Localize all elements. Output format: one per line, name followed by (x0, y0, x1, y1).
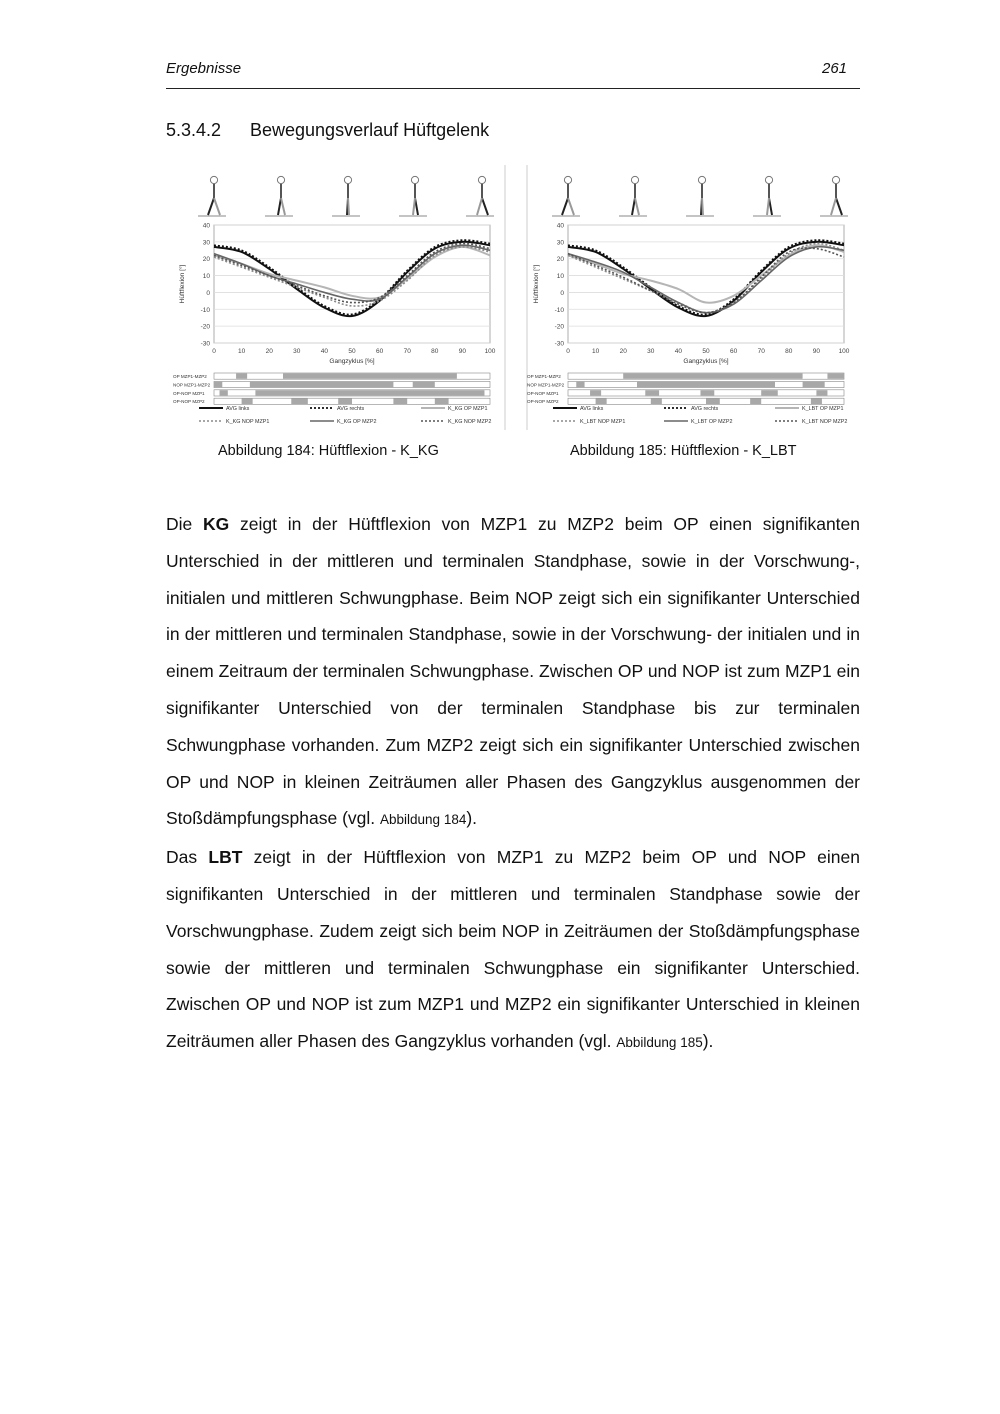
gait-figure-icon (820, 176, 848, 216)
text-span: zeigt in der Hüftflexion von MZP1 zu MZP2 beim OP einen signifikanten Unterschied in der mittleren und terminalen Standphase, sowie in der Vorschwung-, initialen und mittleren Schwungphase. Beim NOP zeigt sich ein signifikanter Unterschied in der mittleren und terminalen Standphase, sowie in der Vorschwung- der initialen und in einem Zeitraum der terminalen Schwungphase. Zwischen OP und NOP ist zum MZP1 ein signifikanter Unterschied von der terminalen Standphase bis zur terminalen Schwungphase vorhanden. Zum MZP2 zeigt sich ein signifikanter Unterschied zwischen OP und NOP in kleinen Zeiträumen aller Phasen des Gangzyklus ausgenommen der Stoßdämpfungsphase (vgl. (166, 514, 861, 829)
y-axis-label: Hüftflexion [°] (179, 264, 186, 304)
x-tick-label: 90 (812, 348, 821, 355)
figure-hip-flexion-lbt (526, 165, 861, 435)
gait-figure-leg (831, 198, 836, 215)
significance-band (435, 399, 449, 404)
header-rule (166, 88, 860, 89)
gait-figure-icon (466, 176, 494, 216)
x-axis-label: Gangzyklus [%] (329, 358, 375, 365)
significance-band (242, 399, 253, 404)
y-tick-label: -10 (200, 306, 210, 314)
series-line (568, 245, 844, 303)
series-line (214, 242, 490, 316)
y-tick-label: -20 (554, 323, 564, 331)
gait-figure-leg (702, 198, 703, 215)
gait-figure-icon (753, 176, 781, 216)
x-tick-label: 20 (265, 348, 273, 355)
x-tick-label: 0 (566, 348, 570, 355)
gait-figure-leg (278, 198, 281, 215)
x-tick-label: 100 (838, 348, 850, 355)
x-tick-label: 30 (647, 348, 655, 355)
legend-label: AVG links (226, 406, 250, 412)
x-tick-label: 60 (729, 348, 738, 355)
significance-band (827, 373, 844, 378)
bold-term-lbt: LBT (208, 847, 243, 868)
significance-band (393, 399, 407, 404)
gait-figure-leg (632, 198, 635, 215)
text-span: ). (466, 808, 478, 829)
text-span: Die (166, 514, 204, 534)
significance-band (214, 382, 222, 387)
significance-band (220, 390, 228, 395)
legend-label: K_LBT OP MZP1 (802, 406, 844, 412)
gait-figure-leg (281, 198, 285, 215)
x-tick-label: 50 (348, 348, 356, 355)
gait-figure-leg (214, 198, 220, 215)
x-tick-label: 40 (320, 348, 329, 355)
gait-figure-leg (482, 198, 488, 215)
gait-figure-head (478, 176, 485, 183)
significance-row-label: OP-NOP MZP2 (527, 399, 559, 405)
legend-label: K_LBT NOP MZP2 (802, 419, 848, 425)
significance-row-label: OP-NOP MZP2 (173, 399, 205, 405)
gait-figure-leg (208, 198, 214, 215)
significance-band (596, 399, 607, 404)
gait-figure-leg (413, 198, 415, 215)
y-tick-label: 20 (556, 256, 564, 264)
significance-band (637, 382, 775, 387)
gait-figure-head (631, 176, 638, 183)
x-tick-label: 80 (431, 348, 439, 355)
legend-label: AVG rechts (337, 406, 365, 412)
gait-figure-leg (836, 198, 842, 215)
legend-label: K_KG OP MZP2 (337, 419, 377, 425)
significance-band (803, 382, 825, 387)
y-tick-label: -30 (200, 340, 210, 348)
text-span: ). (702, 1031, 714, 1052)
gait-figure-icon (265, 176, 293, 216)
gait-figure-icon (619, 176, 647, 216)
series-line (214, 240, 490, 314)
figure-hip-flexion-kg (172, 165, 507, 435)
significance-band (750, 399, 761, 404)
legend-label: K_KG NOP MZP1 (226, 419, 270, 425)
significance-row-label: OP-NOP MZP1 (527, 390, 559, 396)
significance-band (816, 390, 827, 395)
legend-label: AVG links (580, 406, 604, 412)
y-tick-label: 10 (556, 273, 564, 281)
legend-label: K_KG OP MZP1 (448, 406, 488, 412)
significance-band (811, 399, 822, 404)
significance-band (291, 399, 308, 404)
text-span: zeigt in der Hüftflexion von MZP1 zu MZP2 beim OP und NOP einen signifikanten Unterschied in der mittleren und terminalen Standphase sowie der Vorschwungphase. Zudem zeigt sich beim NOP in Zeiträumen der Stoßdämpfungsphase sowie der mittleren und terminalen Schwungphase ein signifikanter Unterschied. Zwischen OP und NOP ist zum MZP1 und MZP2 ein signifikanter Unterschied in kleinen Zeiträumen aller Phasen des Gangzyklus vorhanden (vgl. (166, 847, 860, 1052)
series-line (568, 242, 844, 316)
gait-figure-head (277, 176, 284, 183)
paragraph-lbt (166, 839, 860, 1062)
legend-label: K_LBT NOP MZP1 (580, 419, 626, 425)
significance-band (236, 373, 247, 378)
significance-band (645, 390, 659, 395)
x-tick-label: 10 (237, 348, 246, 355)
gait-figure-icon (198, 176, 226, 216)
gait-figure-icon (332, 176, 360, 216)
figure-reference-185[interactable]: Abbildung 185 (616, 1035, 703, 1051)
x-tick-label: 40 (674, 348, 683, 355)
gait-figure-leg (767, 198, 769, 215)
x-axis-label: Gangzyklus [%] (683, 358, 729, 365)
bold-term-kg: KG (203, 514, 230, 534)
paragraph-kg (166, 506, 860, 839)
significance-row-label: OP MZP1-MZP2 (527, 374, 561, 379)
gait-figure-leg (568, 198, 574, 215)
gait-figure-head (344, 176, 351, 183)
x-tick-label: 10 (591, 348, 600, 355)
x-tick-label: 90 (458, 348, 467, 355)
x-tick-label: 70 (757, 348, 765, 355)
legend-label: K_LBT OP MZP2 (691, 419, 733, 425)
gait-figure-icon (552, 176, 580, 216)
y-tick-label: 40 (202, 222, 210, 230)
x-tick-label: 30 (293, 348, 301, 355)
x-tick-label: 70 (403, 348, 411, 355)
gait-figure-leg (562, 198, 568, 215)
significance-band (283, 373, 457, 378)
y-tick-label: 30 (202, 239, 210, 247)
x-tick-label: 80 (785, 348, 793, 355)
y-tick-label: -30 (554, 340, 564, 348)
page-number: 261 (822, 60, 848, 77)
gait-figure-head (765, 176, 772, 183)
figure-reference-184[interactable]: Abbildung 184 (380, 812, 467, 828)
gait-figure-leg (477, 198, 482, 215)
legend-label: K_KG NOP MZP2 (448, 419, 492, 425)
y-tick-label: 30 (556, 239, 564, 247)
gait-figure-leg (348, 198, 349, 215)
significance-band (623, 373, 802, 378)
significance-band (761, 390, 778, 395)
significance-band (413, 382, 435, 387)
significance-band (706, 399, 720, 404)
y-tick-label: 0 (560, 289, 564, 297)
y-tick-label: -20 (200, 323, 210, 331)
significance-band (250, 382, 394, 387)
x-tick-label: 100 (484, 348, 496, 355)
text-span: Das (166, 847, 209, 868)
gait-figure-head (832, 176, 839, 183)
significance-band (590, 390, 601, 395)
x-tick-label: 0 (212, 348, 216, 355)
y-tick-label: -10 (554, 306, 564, 314)
gait-figure-head (564, 176, 571, 183)
chart-hip-flexion-kg (172, 165, 507, 435)
running-header-chapter: Ergebnisse (166, 60, 242, 77)
y-tick-label: 0 (206, 289, 210, 297)
chart-hip-flexion-lbt (526, 165, 861, 435)
y-tick-label: 10 (202, 273, 210, 281)
significance-band (338, 399, 352, 404)
legend-label: AVG rechts (691, 406, 719, 412)
significance-band (651, 399, 662, 404)
gait-figure-head (411, 176, 418, 183)
figure-caption-185: Abbildung 185: Hüftflexion - K_LBT (570, 443, 797, 459)
gait-figure-icon (399, 176, 427, 216)
body-text (166, 506, 860, 1062)
gait-figure-icon (686, 176, 714, 216)
gait-figure-leg (635, 198, 639, 215)
section-number: 5.3.4.2 (166, 120, 222, 140)
significance-row-label: NOP MZP1-MZP2 (173, 382, 211, 388)
significance-band (255, 390, 484, 395)
significance-band (576, 382, 584, 387)
y-axis-label: Hüftflexion [°] (533, 264, 540, 304)
figure-caption-184: Abbildung 184: Hüftflexion - K_KG (218, 443, 439, 459)
significance-row-label: OP-NOP MZP1 (173, 390, 205, 396)
section-title: Bewegungsverlauf Hüftgelenk (250, 120, 490, 140)
x-tick-label: 60 (375, 348, 384, 355)
x-tick-label: 20 (619, 348, 627, 355)
y-tick-label: 40 (556, 222, 564, 230)
significance-band (700, 390, 714, 395)
series-line (214, 247, 490, 306)
significance-row-label: OP MZP1-MZP2 (173, 374, 207, 379)
gait-figure-head (698, 176, 705, 183)
y-tick-label: 20 (202, 256, 210, 264)
x-tick-label: 50 (702, 348, 710, 355)
significance-row-label: NOP MZP1-MZP2 (527, 382, 565, 388)
gait-figure-head (210, 176, 217, 183)
